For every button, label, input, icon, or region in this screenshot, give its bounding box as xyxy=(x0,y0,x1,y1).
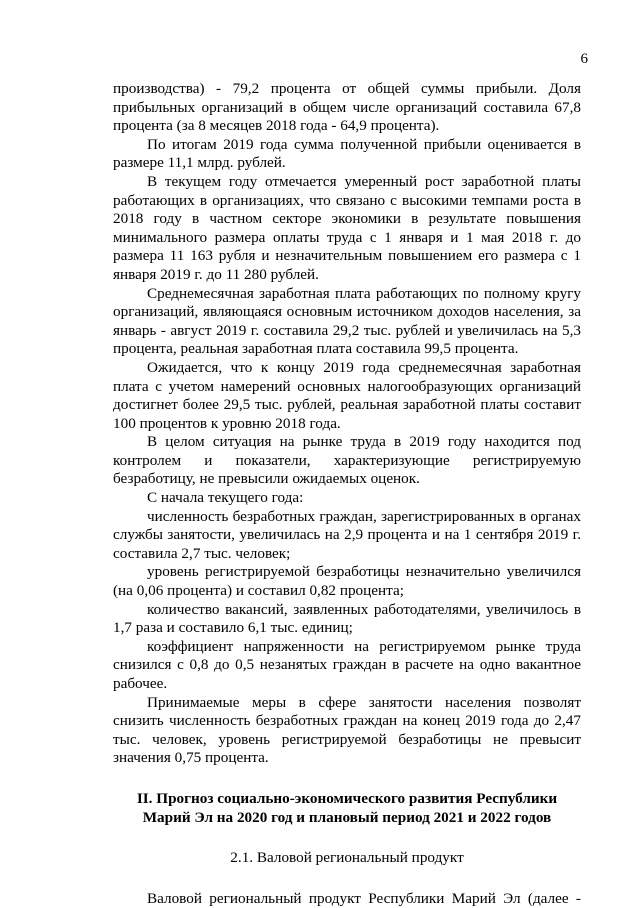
page-number: 6 xyxy=(580,51,588,67)
paragraph-labor-market: В целом ситуация на рынке труда в 2019 году находится под контролем и показатели, характеризующие регистрируемую безработицу, не превысили ожидаемых оценок. xyxy=(113,433,581,488)
paragraph-employment-measures: Принимаемые меры в сфере занятости населения позволят снизить численность безработных граждан на конец 2019 года до 2,47 тыс. человек, уровень регистрируемой безработицы не превысит значения 0,75 процента. xyxy=(113,693,581,767)
list-item-unemployment-rate: уровень регистрируемой безработицы незначительно увеличился (на 0,06 процента) и составил 0,82 процента; xyxy=(113,563,581,600)
list-item-unemployed-count: численность безработных граждан, зарегистрированных в органах службы занятости, увеличилась на 2,9 процента и на 1 сентября 2019 г. составила 2,7 тыс. человек; xyxy=(113,507,581,562)
section-heading: II. Прогноз социально-экономического развития Республики Марий Эл на 2020 год и плановый период 2021 и 2022 годов xyxy=(136,789,558,826)
paragraph-profit-share: производства) - 79,2 процента от общей суммы прибыли. Доля прибыльных организаций в общем числе организаций составила 67,8 процента (за 8 месяцев 2018 года - 64,9 процента). xyxy=(113,80,581,135)
paragraph-grp-intro: Валовой региональный продукт Республики Марий Эл (далее - xyxy=(147,889,581,907)
paragraph-wage-growth: В текущем году отмечается умеренный рост заработной платы работающих в организациях, что связано с высокими темпами роста в 2018 году в частном секторе экономики в результате повышения минимального размера оплаты труда с 1 января и 1 мая 2018 г. до размера 11 163 рубля и незначительным повышением его размера с 1 января 2019 г. до 11 280 рублей. xyxy=(113,172,581,283)
paragraph-profit-estimate: По итогам 2019 года сумма полученной прибыли оценивается в размере 11,1 млрд. рублей. xyxy=(113,135,581,172)
document-body xyxy=(113,80,581,908)
list-item-tension-ratio: коэффициент напряженности на регистрируемом рынке труда снизился с 0,8 до 0,5 незанятых граждан в расчете на одно вакантное рабочее. xyxy=(113,637,581,692)
list-item-vacancies: количество вакансий, заявленных работодателями, увеличилось в 1,7 раза и составило 6,1 тыс. единиц; xyxy=(113,600,581,637)
subsection-heading: 2.1. Валовой региональный продукт xyxy=(230,849,464,867)
paragraph-average-wage: Среднемесячная заработная плата работающих по полному кругу организаций, являющаяся основным источником доходов населения, за январь - август 2019 г. составила 29,2 тыс. рублей и увеличилась на 5,3 процента, реальная заработная плата составила 99,5 процента. xyxy=(113,284,581,358)
paragraph-wage-forecast: Ожидается, что к концу 2019 года среднемесячная заработная плата с учетом намерений основных налогообразующих организаций достигнет более 29,5 тыс. рублей, реальная заработной платы составит 100 процентов к уровню 2018 года. xyxy=(113,358,581,432)
paragraph-year-start: С начала текущего года: xyxy=(147,489,304,507)
